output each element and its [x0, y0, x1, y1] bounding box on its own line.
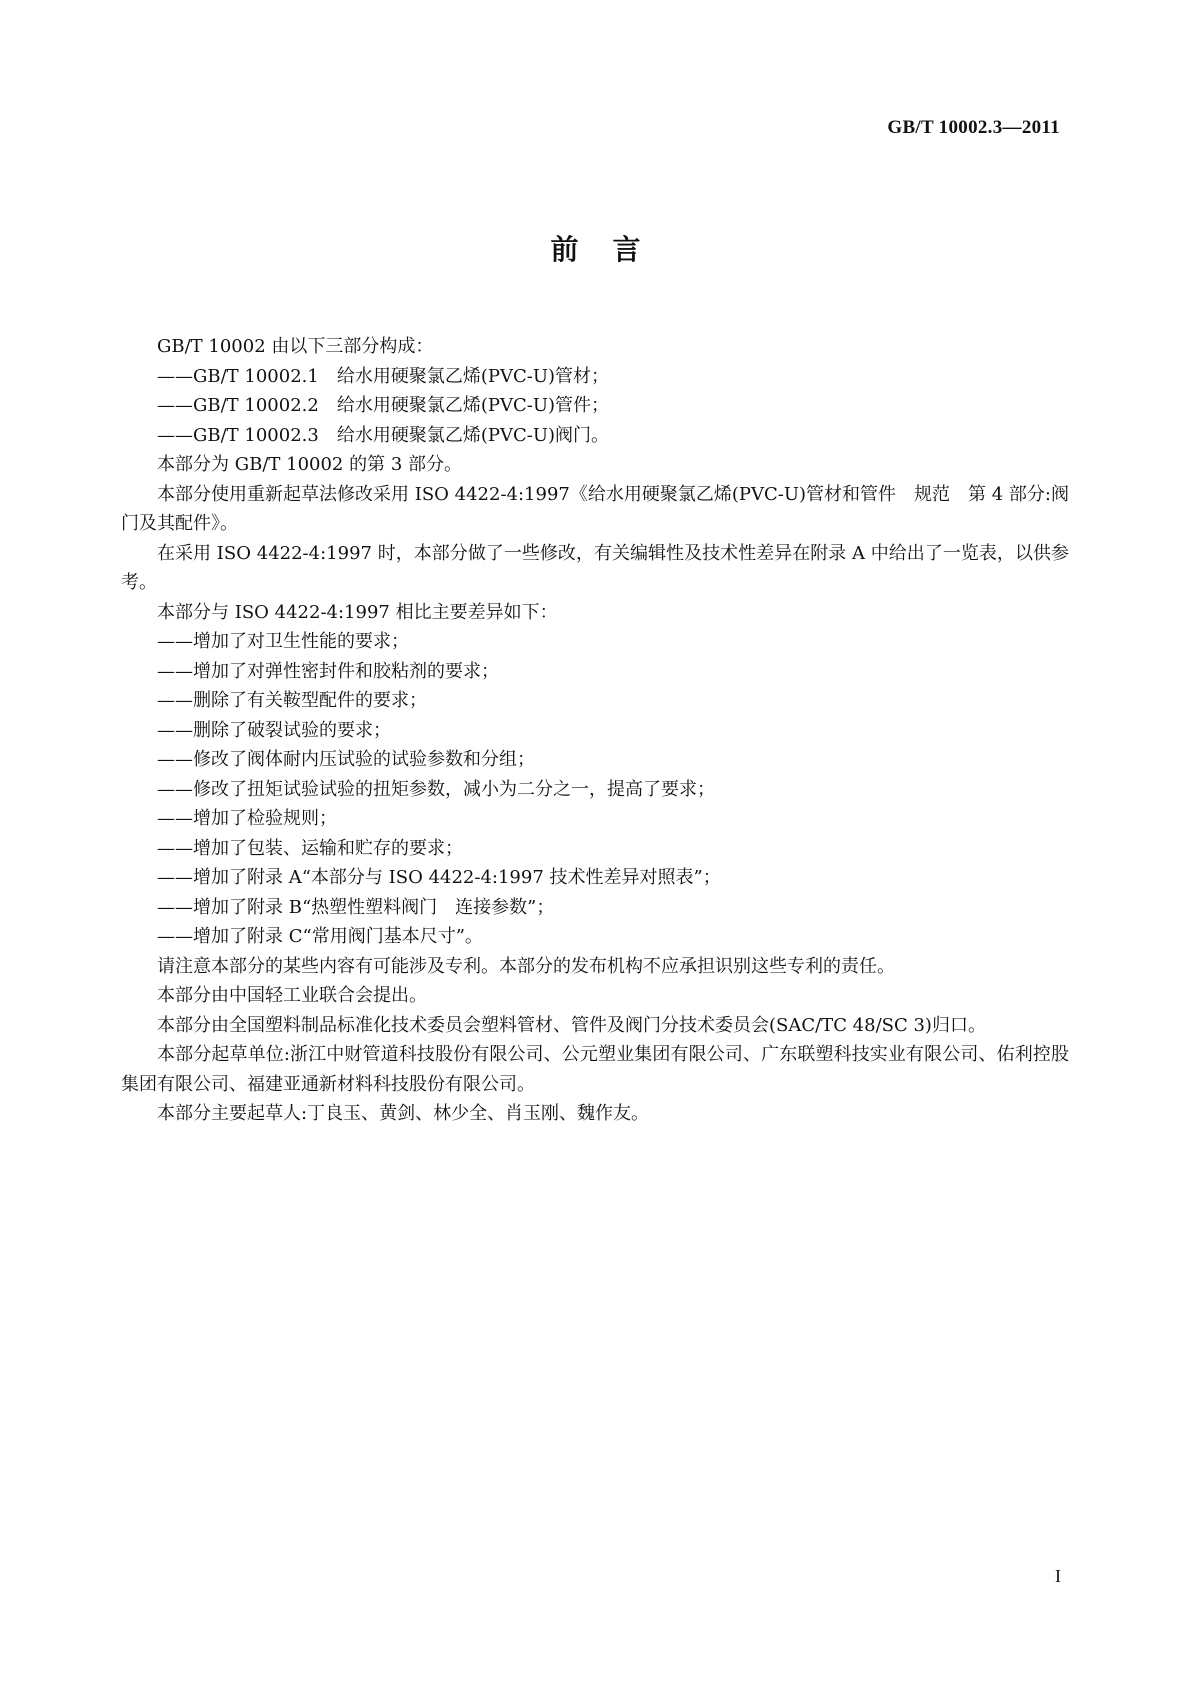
- list-item-difference: ——增加了检验规则；: [157, 808, 337, 829]
- paragraph-patent-notice: 请注意本部分的某些内容有可能涉及专利。本部分的发布机构不应承担识别这些专利的责任。: [157, 955, 895, 977]
- standard-code: GB/T 10002.3—2011: [887, 117, 1060, 138]
- list-item-part-2: ——GB/T 10002.2 给水用硬聚氯乙烯(PVC-U)管件；: [157, 395, 610, 416]
- list-item-difference: ——增加了对卫生性能的要求；: [157, 631, 409, 652]
- list-item-difference: ——增加了包装、运输和贮存的要求；: [157, 837, 463, 859]
- list-item-difference: ——增加了对弹性密封件和胶粘剂的要求；: [157, 660, 499, 682]
- paragraph-part-statement: 本部分为 GB/T 10002 的第 3 部分。: [157, 454, 462, 475]
- list-item-difference: ——删除了破裂试验的要求；: [157, 719, 391, 741]
- paragraph-differences-intro: 本部分与 ISO 4422-4:1997 相比主要差异如下：: [157, 601, 558, 623]
- list-item-part-1: ——GB/T 10002.1 给水用硬聚氯乙烯(PVC-U)管材；: [157, 365, 610, 387]
- list-item-difference: ——增加了附录 A“本部分与 ISO 4422-4:1997 技术性差异对照表”；: [157, 867, 721, 888]
- paragraph-modifications: 在采用 ISO 4422-4:1997 时，本部分做了一些修改，有关编辑性及技术性差异在附录 A 中给出了一览表，以供参考。: [121, 542, 1069, 593]
- page-title: 前言: [550, 233, 675, 266]
- foreword-body: [121, 332, 1069, 1129]
- list-item-part-3: ——GB/T 10002.3 给水用硬聚氯乙烯(PVC-U)阀门。: [157, 424, 610, 446]
- list-item-difference: ——增加了附录 C“常用阀门基本尺寸”。: [157, 926, 483, 947]
- list-item-difference: ——删除了有关鞍型配件的要求；: [157, 690, 427, 711]
- paragraph-drafting-units: 本部分起草单位:浙江中财管道科技股份有限公司、公元塑业集团有限公司、广东联塑科技实业有限公司、佑利控股集团有限公司、福建亚通新材料科技股份有限公司。: [121, 1044, 1069, 1095]
- paragraph-drafters: 本部分主要起草人:丁良玉、黄剑、林少全、肖玉刚、魏作友。: [157, 1103, 650, 1124]
- list-item-difference: ——修改了扭矩试验试验的扭矩参数，减小为二分之一，提高了要求；: [157, 778, 715, 800]
- paragraph-intro: GB/T 10002 由以下三部分构成：: [157, 336, 434, 357]
- paragraph-proposer: 本部分由中国轻工业联合会提出。: [157, 985, 427, 1006]
- list-item-difference: ——增加了附录 B“热塑性塑料阀门 连接参数”；: [157, 896, 555, 918]
- list-item-difference: ——修改了阀体耐内压试验的试验参数和分组；: [157, 749, 535, 770]
- paragraph-adoption: 本部分使用重新起草法修改采用 ISO 4422-4:1997《给水用硬聚氯乙烯(PVC-U)管材和管件 规范 第 4 部分:阀门及其配件》。: [121, 483, 1069, 534]
- page-number: I: [1055, 1566, 1061, 1586]
- paragraph-committee: 本部分由全国塑料制品标准化技术委员会塑料管材、管件及阀门分技术委员会(SAC/TC 48/SC 3)归口。: [157, 1014, 986, 1036]
